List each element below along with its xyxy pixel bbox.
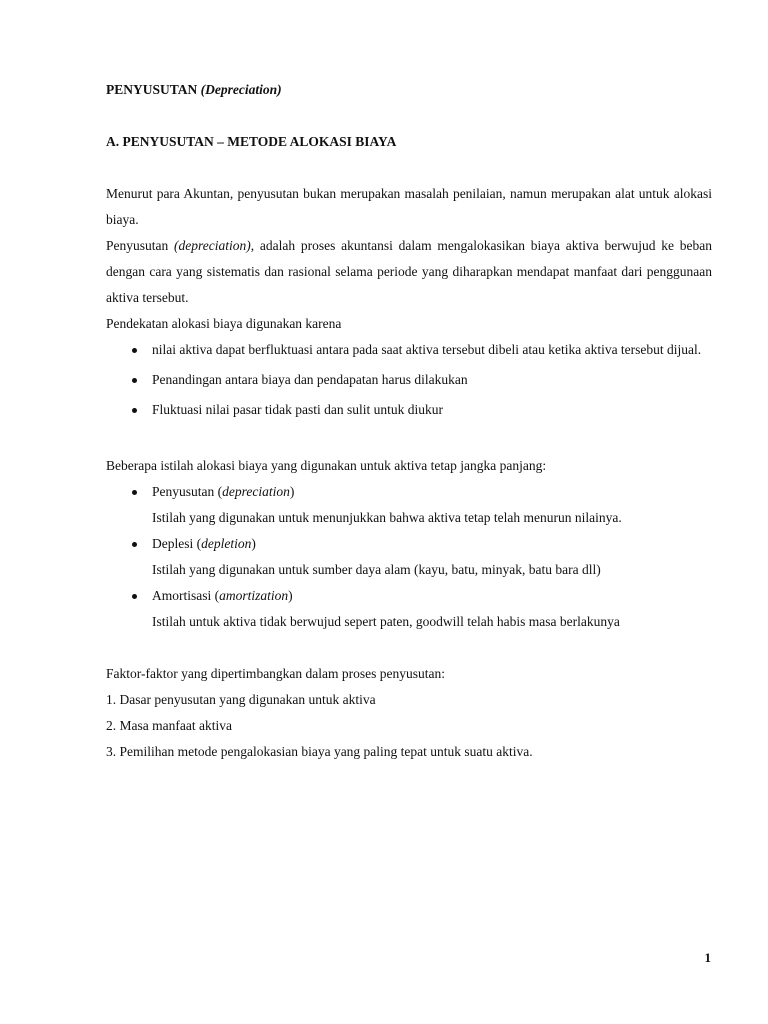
- term-description: Istilah yang digunakan untuk menunjukkan bahwa aktiva tetap telah menurun nilainya.: [152, 510, 622, 525]
- approach-list: [106, 337, 712, 423]
- term-label: Amortisasi: [152, 588, 212, 603]
- term-name: Deplesi (depletion): [152, 536, 256, 551]
- document-title: [106, 77, 712, 103]
- definition-term: (depreciation): [174, 238, 251, 253]
- bullet-icon: [132, 408, 137, 413]
- list-item: [106, 583, 712, 635]
- page-number: 1: [704, 950, 711, 965]
- list-item: 1. Dasar penyusutan yang digunakan untuk aktiva: [106, 692, 376, 707]
- paragraph-accountants: Menurut para Akuntan, penyusutan bukan merupakan masalah penilaian, namun merupakan alat untuk alokasi biaya.: [106, 186, 712, 227]
- terms-intro: Beberapa istilah alokasi biaya yang digunakan untuk aktiva tetap jangka panjang:: [106, 458, 547, 473]
- term-name: Penyusutan (depreciation): [152, 484, 295, 499]
- section-heading: A. PENYUSUTAN – METODE ALOKASI BIAYA: [106, 134, 397, 149]
- list-item-text: Penandingan antara biaya dan pendapatan harus dilakukan: [152, 372, 468, 387]
- bullet-icon: [132, 348, 137, 353]
- factors-list: [106, 687, 712, 765]
- bullet-icon: [132, 490, 137, 495]
- term-italic: amortization: [219, 588, 289, 603]
- term-description: Istilah untuk aktiva tidak berwujud sepert paten, goodwill telah habis masa berlakunya: [152, 614, 620, 629]
- term-name: Amortisasi (amortization): [152, 588, 293, 603]
- list-item: [106, 337, 712, 363]
- term-description: Istilah yang digunakan untuk sumber daya alam (kayu, batu, minyak, batu bara dll): [152, 562, 601, 577]
- title-main: PENYUSUTAN: [106, 82, 198, 97]
- list-item: 2. Masa manfaat aktiva: [106, 718, 232, 733]
- bullet-icon: [132, 542, 137, 547]
- list-item: [106, 479, 712, 531]
- title-italic: (Depreciation): [200, 82, 282, 97]
- factors-intro: Faktor-faktor yang dipertimbangkan dalam proses penyusutan:: [106, 666, 446, 681]
- list-item-text: Fluktuasi nilai pasar tidak pasti dan sulit untuk diukur: [152, 402, 443, 417]
- term-italic: depletion: [201, 536, 252, 551]
- list-item-text: nilai aktiva dapat berfluktuasi antara pada saat aktiva tersebut dibeli atau ketika aktiva tersebut dijual.: [152, 342, 702, 357]
- terms-list: [106, 479, 712, 635]
- list-item: [106, 531, 712, 583]
- term-label: Deplesi: [152, 536, 194, 551]
- definition-lead: Penyusutan: [106, 238, 174, 253]
- bullet-icon: [132, 594, 137, 599]
- term-label: Penyusutan: [152, 484, 215, 499]
- list-item: [106, 397, 712, 423]
- definition-text: , adalah proses akuntansi dalam mengalokasikan biaya aktiva berwujud ke beban dengan cara yang sistematis dan rasional selama periode yang diharapkan mendapat manfaat dari penggunaan aktiva tersebut.: [106, 238, 712, 305]
- term-italic: depreciation: [222, 484, 290, 499]
- list-item: [106, 367, 712, 393]
- bullet-icon: [132, 378, 137, 383]
- list-item: 3. Pemilihan metode pengalokasian biaya yang paling tepat untuk suatu aktiva.: [106, 744, 533, 759]
- approach-intro: Pendekatan alokasi biaya digunakan karena: [106, 316, 342, 331]
- paragraph-definition: [106, 233, 712, 311]
- document-body: [106, 77, 712, 765]
